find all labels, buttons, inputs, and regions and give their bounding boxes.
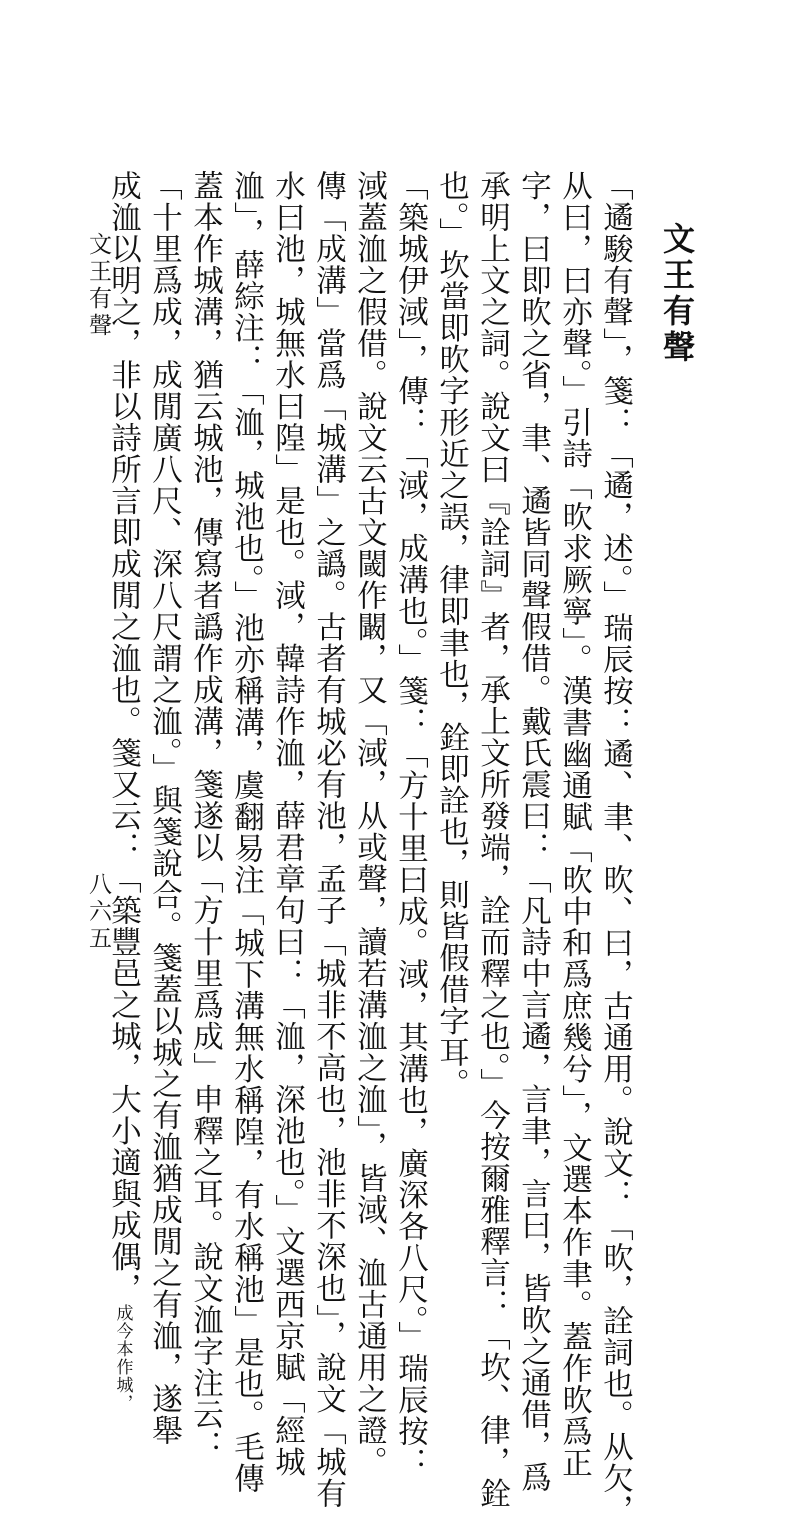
text-column bbox=[105, 170, 141, 1412]
text-column: 字，曰即欥之省，聿、遹皆同聲假借。戴氏震曰：「凡詩中言遹，言聿，言曰，皆欥之通借，爲 bbox=[515, 170, 551, 1493]
text-column: 蓋本作城溝，猶云城池，傳寫者譌作成溝，箋遂以「方十里爲成」申釋之耳。說文洫字注云： bbox=[187, 170, 223, 1462]
text-column: 也。」坎當即欥字形近之誤，律即聿也，銓即詮也，則皆假借字耳。 bbox=[433, 170, 469, 1100]
text-column-main: 成洫以明之，非以詩所言即成閒之洫也。箋又云：「築豐邑之城，大小適與成偶， bbox=[105, 170, 141, 1304]
inline-note: 成今本作城， bbox=[112, 1304, 133, 1412]
text-column: 「十里爲成，成閒廣八尺、深八尺謂之洫。」與箋說合。箋蓋以城之有洫猶成閒之有洫，遂舉 bbox=[146, 170, 182, 1447]
page-number: 八六五 bbox=[85, 872, 111, 953]
text-column: 从曰，曰亦聲。」引詩「欥求厥寧」。漢書幽通賦「欥中和爲庶幾兮」，文選本作聿。蓋作欥爲正 bbox=[556, 170, 592, 1479]
chapter-title: 文王有聲 bbox=[658, 222, 696, 366]
text-column: 傳「成溝」當爲「城溝」之譌。古者有城必有池，孟子「城非不高也，池非不深也」，說文「城有 bbox=[310, 170, 346, 1510]
text-column: 淢蓋洫之假借。說文云古文閾作闞，又「淢，从或聲，讀若溝洫之洫」，皆淢、洫古通用之證。 bbox=[351, 170, 387, 1478]
text-column: 水曰池，城無水曰隍」是也。淢，韓詩作洫，薛君章句曰：「洫，深池也。」文選西京賦「經城 bbox=[269, 170, 305, 1478]
text-column: 洫」，薛綜注：「洫，城池也。」池亦稱溝，虞翻易注「城下溝無水稱隍，有水稱池」是也。毛傳 bbox=[228, 170, 264, 1494]
running-head: 文王有聲 bbox=[85, 232, 111, 340]
text-column: 「遹駿有聲」，箋：「遹，述。」瑞辰按：遹、聿、欥、曰，古通用。說文：「欥，詮詞也。从欠， bbox=[597, 170, 633, 1526]
text-column: 「築城伊淢」，傳：「淢，成溝也。」箋：「方十里曰成。淢，其溝也，廣深各八尺。」瑞辰按： bbox=[392, 170, 428, 1479]
text-column: 承明上文之詞。說文曰『詮詞』者，承上文所發端，詮而釋之也。」今按爾雅釋言：「坎、律，銓 bbox=[474, 170, 510, 1510]
